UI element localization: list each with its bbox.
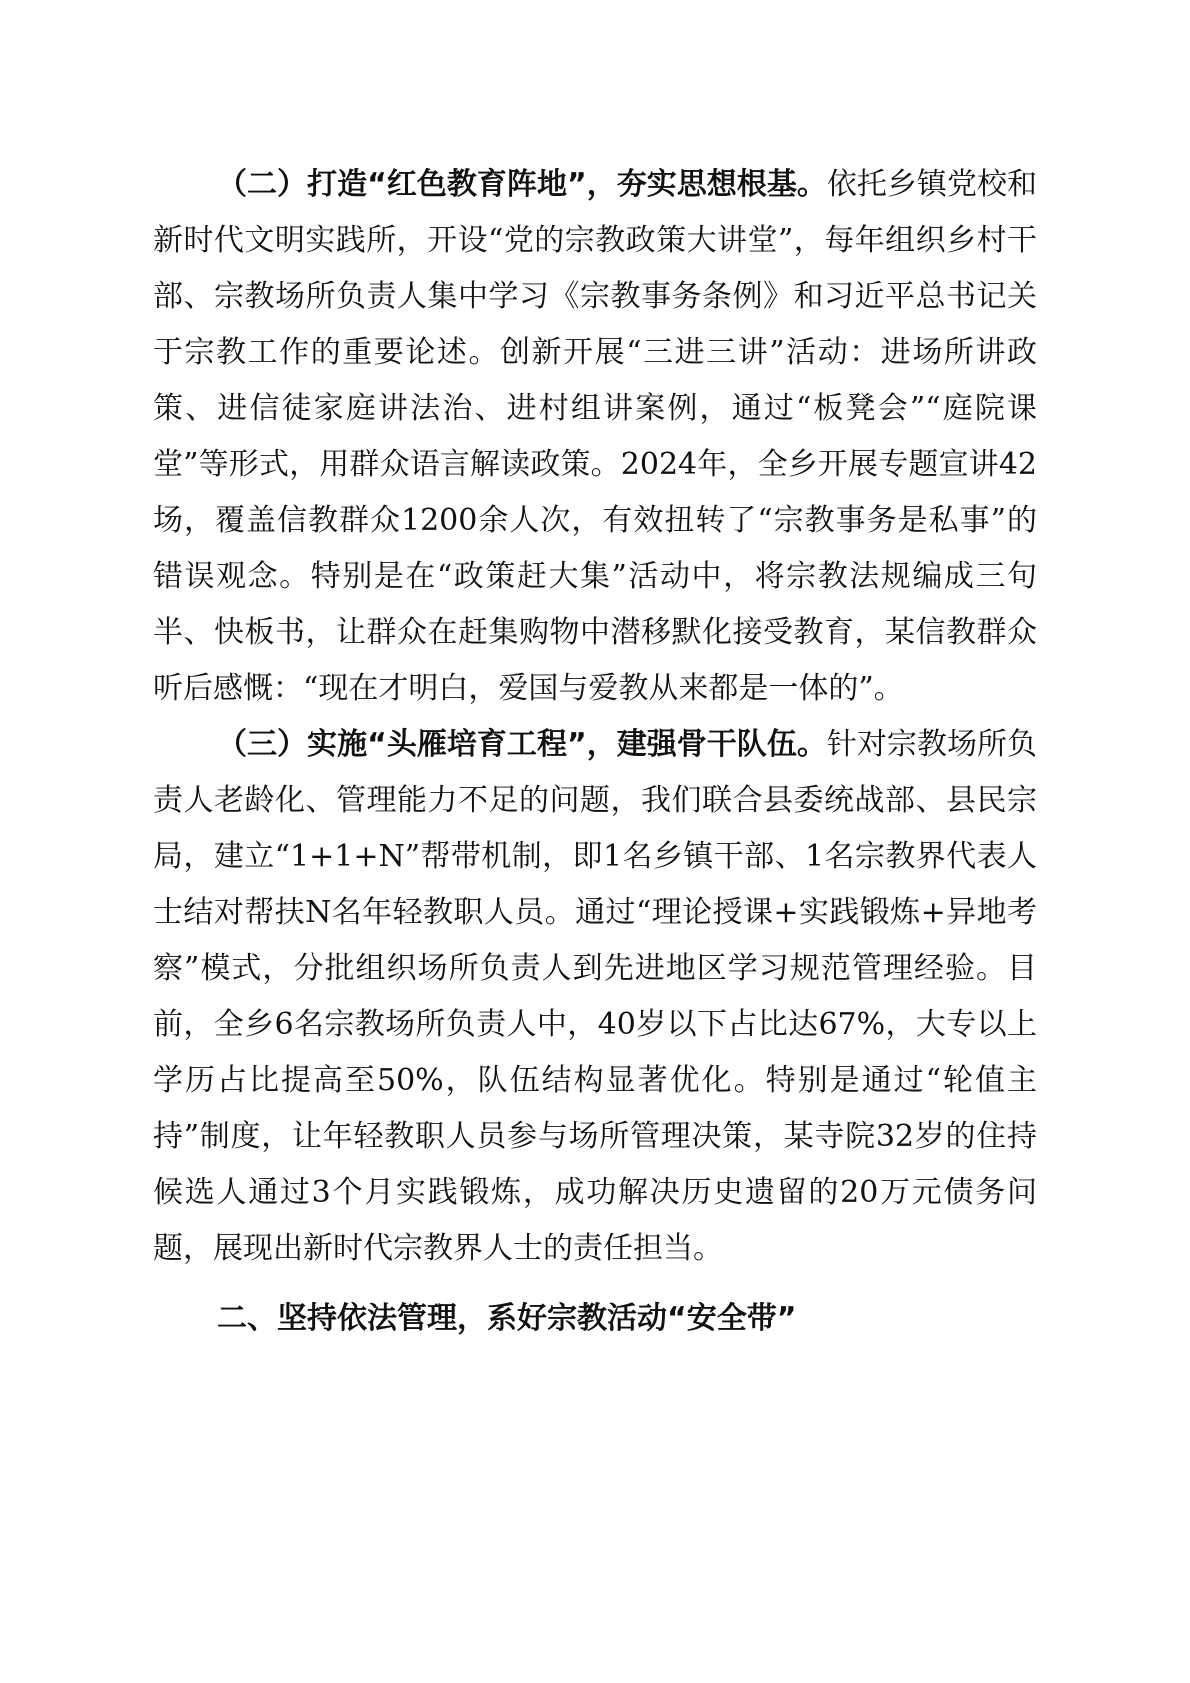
paragraph-body-text: 针对宗教场所负责人老龄化、管理能力不足的问题，我们联合县委统战部、县民宗局，建立“1+1+N”帮带机制，即1名乡镇干部、1名宗教界代表人士结对帮扶N名年轻教职人员。通过“理论授课+实践锻炼+异地考察”模式，分批组织场所负责人到先进地区学习规范管理经验。目前，全乡6名宗教场所负责人中，40岁以下占比达67%，大专以上学历占比提高至50%，队伍结构显著优化。特别是通过“轮值主持”制度，让年轻教职人员参与场所管理决策，某寺院32岁的住持候选人通过3个月实践锻炼，成功解决历史遗留的20万元债务问题，展现出新时代宗教界人士的责任担当。 xyxy=(153,727,1037,1266)
paragraph-lead-heading: （二）打造“红色教育阵地”，夯实思想根基。 xyxy=(217,167,827,202)
paragraph-leader-training-program xyxy=(153,717,1037,1277)
document-body xyxy=(153,157,1037,1347)
paragraph-red-education-base xyxy=(153,157,1037,717)
paragraph-lead-heading: （三）实施“头雁培育工程”，建强骨干队伍。 xyxy=(217,727,827,762)
section-heading: 二、坚持依法管理，系好宗教活动“安全带” xyxy=(217,1301,797,1336)
paragraph-body-text: 依托乡镇党校和新时代文明实践所，开设“党的宗教政策大讲堂”，每年组织乡村干部、宗教场所负责人集中学习《宗教事务条例》和习近平总书记关于宗教工作的重要论述。创新开展“三进三讲”活动：进场所讲政策、进信徒家庭讲法治、进村组讲案例，通过“板凳会”“庭院课堂”等形式，用群众语言解读政策。2024年，全乡开展专题宣讲42场，覆盖信教群众1200余人次，有效扭转了“宗教事务是私事”的错误观念。特别是在“政策赶大集”活动中，将宗教法规编成三句半、快板书，让群众在赶集购物中潜移默化接受教育，某信教群众听后感慨：“现在才明白，爱国与爱教从来都是一体的”。 xyxy=(153,167,1037,706)
